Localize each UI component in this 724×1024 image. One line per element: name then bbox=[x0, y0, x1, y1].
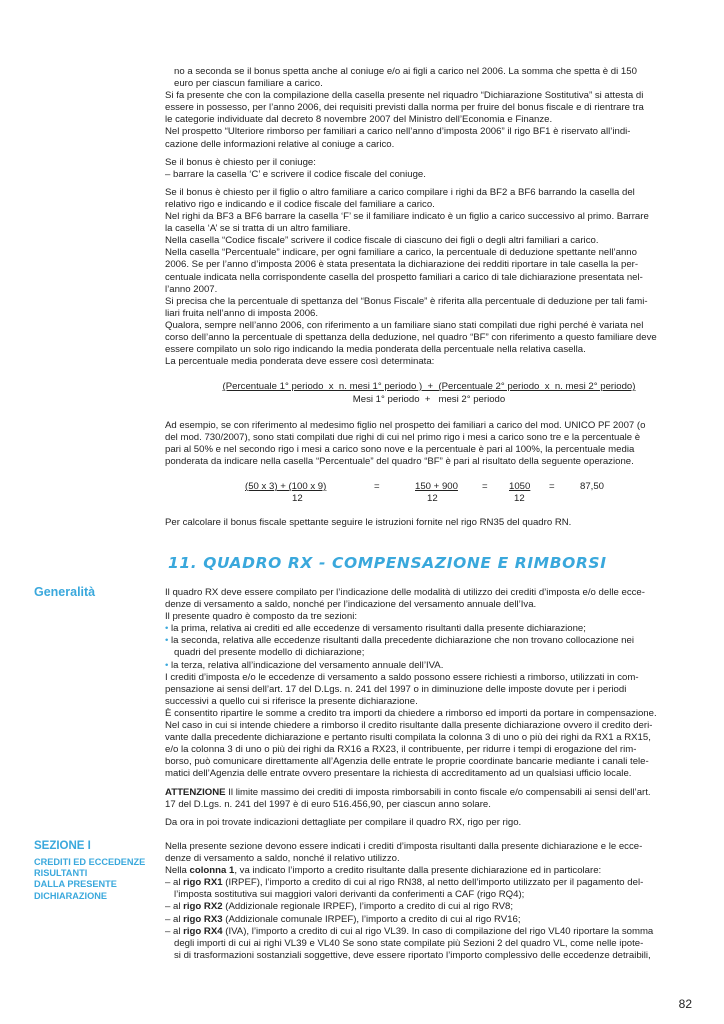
side-subheading-line: DICHIARAZIONE bbox=[34, 890, 107, 901]
text-line: La percentuale media ponderata deve essere così determinata: bbox=[165, 356, 435, 368]
bullet-text: la prima, relativa ai crediti ed alle eccedenze di versamento risultanti dalla presente dichiarazione; bbox=[171, 623, 586, 635]
bullet-text: la terza, relativa all’indicazione del versamento annuale dell’IVA. bbox=[171, 659, 444, 671]
text-line: l’imposta sostitutiva sui maggiori valori derivanti da conferimenti a CAF (rigo RQ4); bbox=[174, 889, 525, 901]
example-block bbox=[165, 420, 693, 468]
text-line: Si precisa che la percentuale di spettanza del “Bonus Fiscale” è riferita alla percentuale di deduzione per tali fami- bbox=[165, 295, 648, 307]
bullet-icon: • bbox=[165, 659, 169, 671]
rigo-item: – al rigo RX4 (IVA), l’importo a credito di cui al rigo VL39. In caso di compilazione del rigo VL40 riportare la somma bbox=[165, 925, 654, 937]
text-line: I crediti d’imposta e/o le eccedenze di versamento a saldo possono essere richiesti a rimborso, utilizzati in com- bbox=[165, 671, 639, 683]
text-line: successivi a quello cui si riferisce la presente dichiarazione. bbox=[165, 695, 418, 707]
calc-equals-3: = bbox=[549, 481, 555, 492]
section-title: 11. QUADRO RX - COMPENSAZIONE E RIMBORSI bbox=[168, 554, 607, 572]
text-line: liari fruita nell’anno di imposta 2006. bbox=[165, 307, 319, 319]
text-line: Qualora, sempre nell’anno 2006, con riferimento a un familiare siano stati compilati due righi perché è variata nel bbox=[165, 319, 644, 331]
calc-denominator-3: 12 bbox=[514, 493, 525, 504]
calc-denominator-2: 12 bbox=[427, 493, 438, 504]
text-line: denze di versamento a saldo, nonché il relativo utilizzo. bbox=[165, 853, 400, 865]
text-line: Se il bonus è chiesto per il figlio o altro familiare a carico compilare i righi da BF2 a BF6 barrando la casella del bbox=[165, 186, 635, 198]
text-line: – barrare la casella ‘C’ e scrivere il codice fiscale del coniuge. bbox=[165, 168, 426, 180]
text-line: matici dell’Agenzia delle entrate ovvero presentare la richiesta di accreditamento ad un qualsiasi ufficio locale. bbox=[165, 768, 632, 780]
side-subheading-line: RISULTANTI bbox=[34, 868, 88, 879]
weighted-average-formula bbox=[165, 381, 693, 411]
attention-text: Il limite massimo dei crediti di imposta rimborsabili in conto fiscale e/o compensabili ai sensi dell’art. bbox=[225, 786, 651, 798]
example-calculation bbox=[0, 481, 724, 509]
side-subheading bbox=[34, 857, 154, 902]
text-line: degli importi di cui ai righi VL39 e VL40 Se sono state compilate più Sezioni 2 del quadro VL, come nelle ipote- bbox=[174, 937, 644, 949]
attention-note bbox=[165, 787, 693, 799]
text-line: corso dell’anno la percentuale di spettanza della deduzione, nel quadro “BF” con riferimento a questo familiare deve bbox=[165, 331, 657, 343]
text-line: Nella casella “Codice fiscale” scrivere il codice fiscale di ciascuno dei figli o degli altri familiari a carico. bbox=[165, 235, 599, 247]
text-line: del mod. 730/2007), sono stati compilati due righi di cui nel primo rigo i mesi a carico sono tre e la percentuale è bbox=[165, 432, 641, 444]
side-subheading-line: CREDITI ED ECCEDENZE bbox=[34, 857, 146, 867]
text-line: Nella casella “Percentuale” indicare, per ogni familiare a carico, la percentuale di deduzione spettante nell’anno bbox=[165, 247, 637, 259]
bullet-text: la seconda, relativa alle eccedenze risultanti dalla precedente dichiarazione che non trovano collocazione nei bbox=[171, 635, 634, 647]
rigo-item: – al rigo RX1 (IRPEF), l’importo a credito di cui al rigo RN38, al netto dell’importo utilizzato per il pagamento del- bbox=[165, 877, 644, 889]
formula-denominator: Mesi 1° periodo + mesi 2° periodo bbox=[352, 394, 506, 405]
intro-block bbox=[165, 66, 693, 368]
text-line: Nella presente sezione devono essere indicati i crediti d’imposta risultanti dalla presente dichiarazione e le ecce- bbox=[165, 841, 643, 852]
calc-numerator-1: (50 x 3) + (100 x 9) bbox=[245, 481, 327, 492]
text-line: Il presente quadro è composto da tre sezioni: bbox=[165, 611, 357, 623]
text-line: Per calcolare il bonus fiscale spettante seguire le istruzioni fornite nel rigo RN35 del quadro RN. bbox=[165, 517, 572, 528]
text-line: centuale indicata nella corrispondente casella del prospetto familiari a carico di tale dichiarazione presentata nel- bbox=[165, 271, 643, 283]
text-line: denze di versamento a saldo, nonché per l’indicazione del versamento annuale dell’Iva. bbox=[165, 599, 537, 611]
rigo-item: – al rigo RX3 (Addizionale comunale IRPEF), l’importo a credito di cui al rigo RV16; bbox=[165, 913, 521, 925]
calc-result: 87,50 bbox=[580, 481, 605, 492]
bullet-item bbox=[165, 623, 693, 635]
bullet-item bbox=[165, 635, 693, 647]
text-line: Il quadro RX deve essere compilato per l’indicazione delle modalità di utilizzo dei crediti d’imposta e/o delle ecce- bbox=[165, 587, 645, 598]
text-line: Se il bonus è chiesto per il coniuge: bbox=[165, 156, 316, 168]
text-line: Nel prospetto “Ulteriore rimborso per familiari a carico nell’anno d’imposta 2006” il rigo BF1 è riservato all’indi- bbox=[165, 126, 631, 138]
side-subheading-line: DALLA PRESENTE bbox=[34, 879, 117, 890]
text-line: ponderata da indicare nella casella “Percentuale” del quadro “BF” è pari al risultato della seguente operazione. bbox=[165, 456, 634, 468]
text-line: borso, può comunicare direttamente all’Agenzia delle entrate le proprie coordinate bancarie mediante i canali tele- bbox=[165, 756, 649, 768]
text-line: l’anno 2007. bbox=[165, 283, 218, 295]
text-line: si di trasformazioni sostanziali soggettive, deve essere riportato l’importo complessivo delle eccedenze detraibili, bbox=[174, 949, 651, 961]
formula-numerator: (Percentuale 1° periodo x n. mesi 1° periodo ) + (Percentuale 2° periodo x n. mesi 2° periodo) bbox=[222, 381, 636, 392]
text-line: Si fa presente che con la compilazione della casella presente nel riquadro “Dichiarazione Sostitutiva” si attesta di bbox=[165, 90, 644, 102]
calc-numerator-2: 150 + 900 bbox=[415, 481, 458, 492]
text-line: 17 del D.Lgs. n. 241 del 1997 è di euro 516.456,90, per ciascun anno solare. bbox=[165, 798, 491, 810]
text-line: relativo rigo e indicando e il codice fiscale del familiare a carico. bbox=[165, 198, 435, 210]
calc-denominator-1: 12 bbox=[292, 493, 303, 504]
text-line: le categorie individuate dal decreto 8 novembre 2007 del Ministro dell’Economia e Finanze. bbox=[165, 114, 553, 126]
rigo-item: – al rigo RX2 (Addizionale regionale IRPEF), l’importo a credito di cui al rigo RV8; bbox=[165, 901, 514, 913]
generalita-block bbox=[165, 587, 693, 829]
text-line: quadri del presente modello di dichiarazione; bbox=[174, 647, 365, 659]
bullet-icon: • bbox=[165, 623, 169, 635]
text-line: euro per ciascun familiare a carico. bbox=[174, 78, 323, 90]
text-line: vante dalla precedente dichiarazione e pertanto risulti compilata la colonna 3 di uno o più dei righi da RX1 a RX15, bbox=[165, 732, 651, 744]
bullet-item bbox=[165, 660, 693, 672]
text-line: pensazione ai sensi dell’art. 17 del D.Lgs. n. 241 del 1997 o in diminuzione delle imposte dovute per i periodi bbox=[165, 683, 627, 695]
text-line: Ad esempio, se con riferimento al medesimo figlio nel prospetto dei familiari a carico del mod. UNICO PF 2007 (o bbox=[165, 420, 646, 431]
bullet-icon: • bbox=[165, 635, 169, 647]
calc-equals-1: = bbox=[374, 481, 380, 492]
text-line: Nella colonna 1, va indicato l’importo a credito risultante dalla presente dichiarazione ed in particolare: bbox=[165, 865, 602, 877]
text-line: pari al 50% e nel secondo rigo i mesi a carico sono nove e la percentuale è pari al 100%, la percentuale media bbox=[165, 444, 635, 456]
text-line: essere in possesso, per l’anno 2006, dei requisiti previsti dalla norma per fruire del bonus fiscale e di rientrare tra bbox=[165, 102, 644, 114]
page-number: 82 bbox=[678, 997, 692, 1011]
side-heading-sezione: SEZIONE I bbox=[34, 840, 91, 852]
text-line: È consentito ripartire le somme a credito tra importi da chiedere a rimborso ed importi da portare in compensazione. bbox=[165, 707, 657, 719]
side-heading-generalita: Generalità bbox=[34, 585, 96, 599]
text-line: no a seconda se il bonus spetta anche al coniuge e/o ai figli a carico nel 2006. La somma che spetta è di 150 bbox=[174, 66, 637, 77]
calc-equals-2: = bbox=[482, 481, 488, 492]
text-line: Nel righi da BF3 a BF6 barrare la casella ‘F’ se il familiare indicato è un figlio a carico successivo al primo. Barrare bbox=[165, 211, 649, 223]
calc-numerator-3: 1050 bbox=[509, 481, 531, 492]
text-line: 2006. Se per l’anno d’imposta 2006 è stata presentata la dichiarazione dei redditi riportare in tale casella la per- bbox=[165, 259, 639, 271]
sezione-block bbox=[165, 841, 693, 962]
text-line: e/o la colonna 3 di uno o più dei righi da RX16 a RX23, il contribuente, per ridurre i tempi di erogazione del rim- bbox=[165, 744, 637, 756]
text-line: essere compilato un solo rigo indicando la media ponderata della percentuale nella relativa casella. bbox=[165, 344, 586, 356]
text-line: cazione delle informazioni relative al coniuge a carico. bbox=[165, 138, 395, 150]
text-line: Da ora in poi trovate indicazioni dettagliate per compilare il quadro RX, rigo per rigo. bbox=[165, 816, 522, 828]
attention-label: ATTENZIONE bbox=[165, 786, 226, 798]
text-line: la casella ‘A’ se si tratta di un altro familiare. bbox=[165, 223, 351, 235]
text-line: Nel caso in cui si intende chiedere a rimborso il credito risultante dalla presente dichiarazione ovvero il credito deri- bbox=[165, 720, 653, 732]
